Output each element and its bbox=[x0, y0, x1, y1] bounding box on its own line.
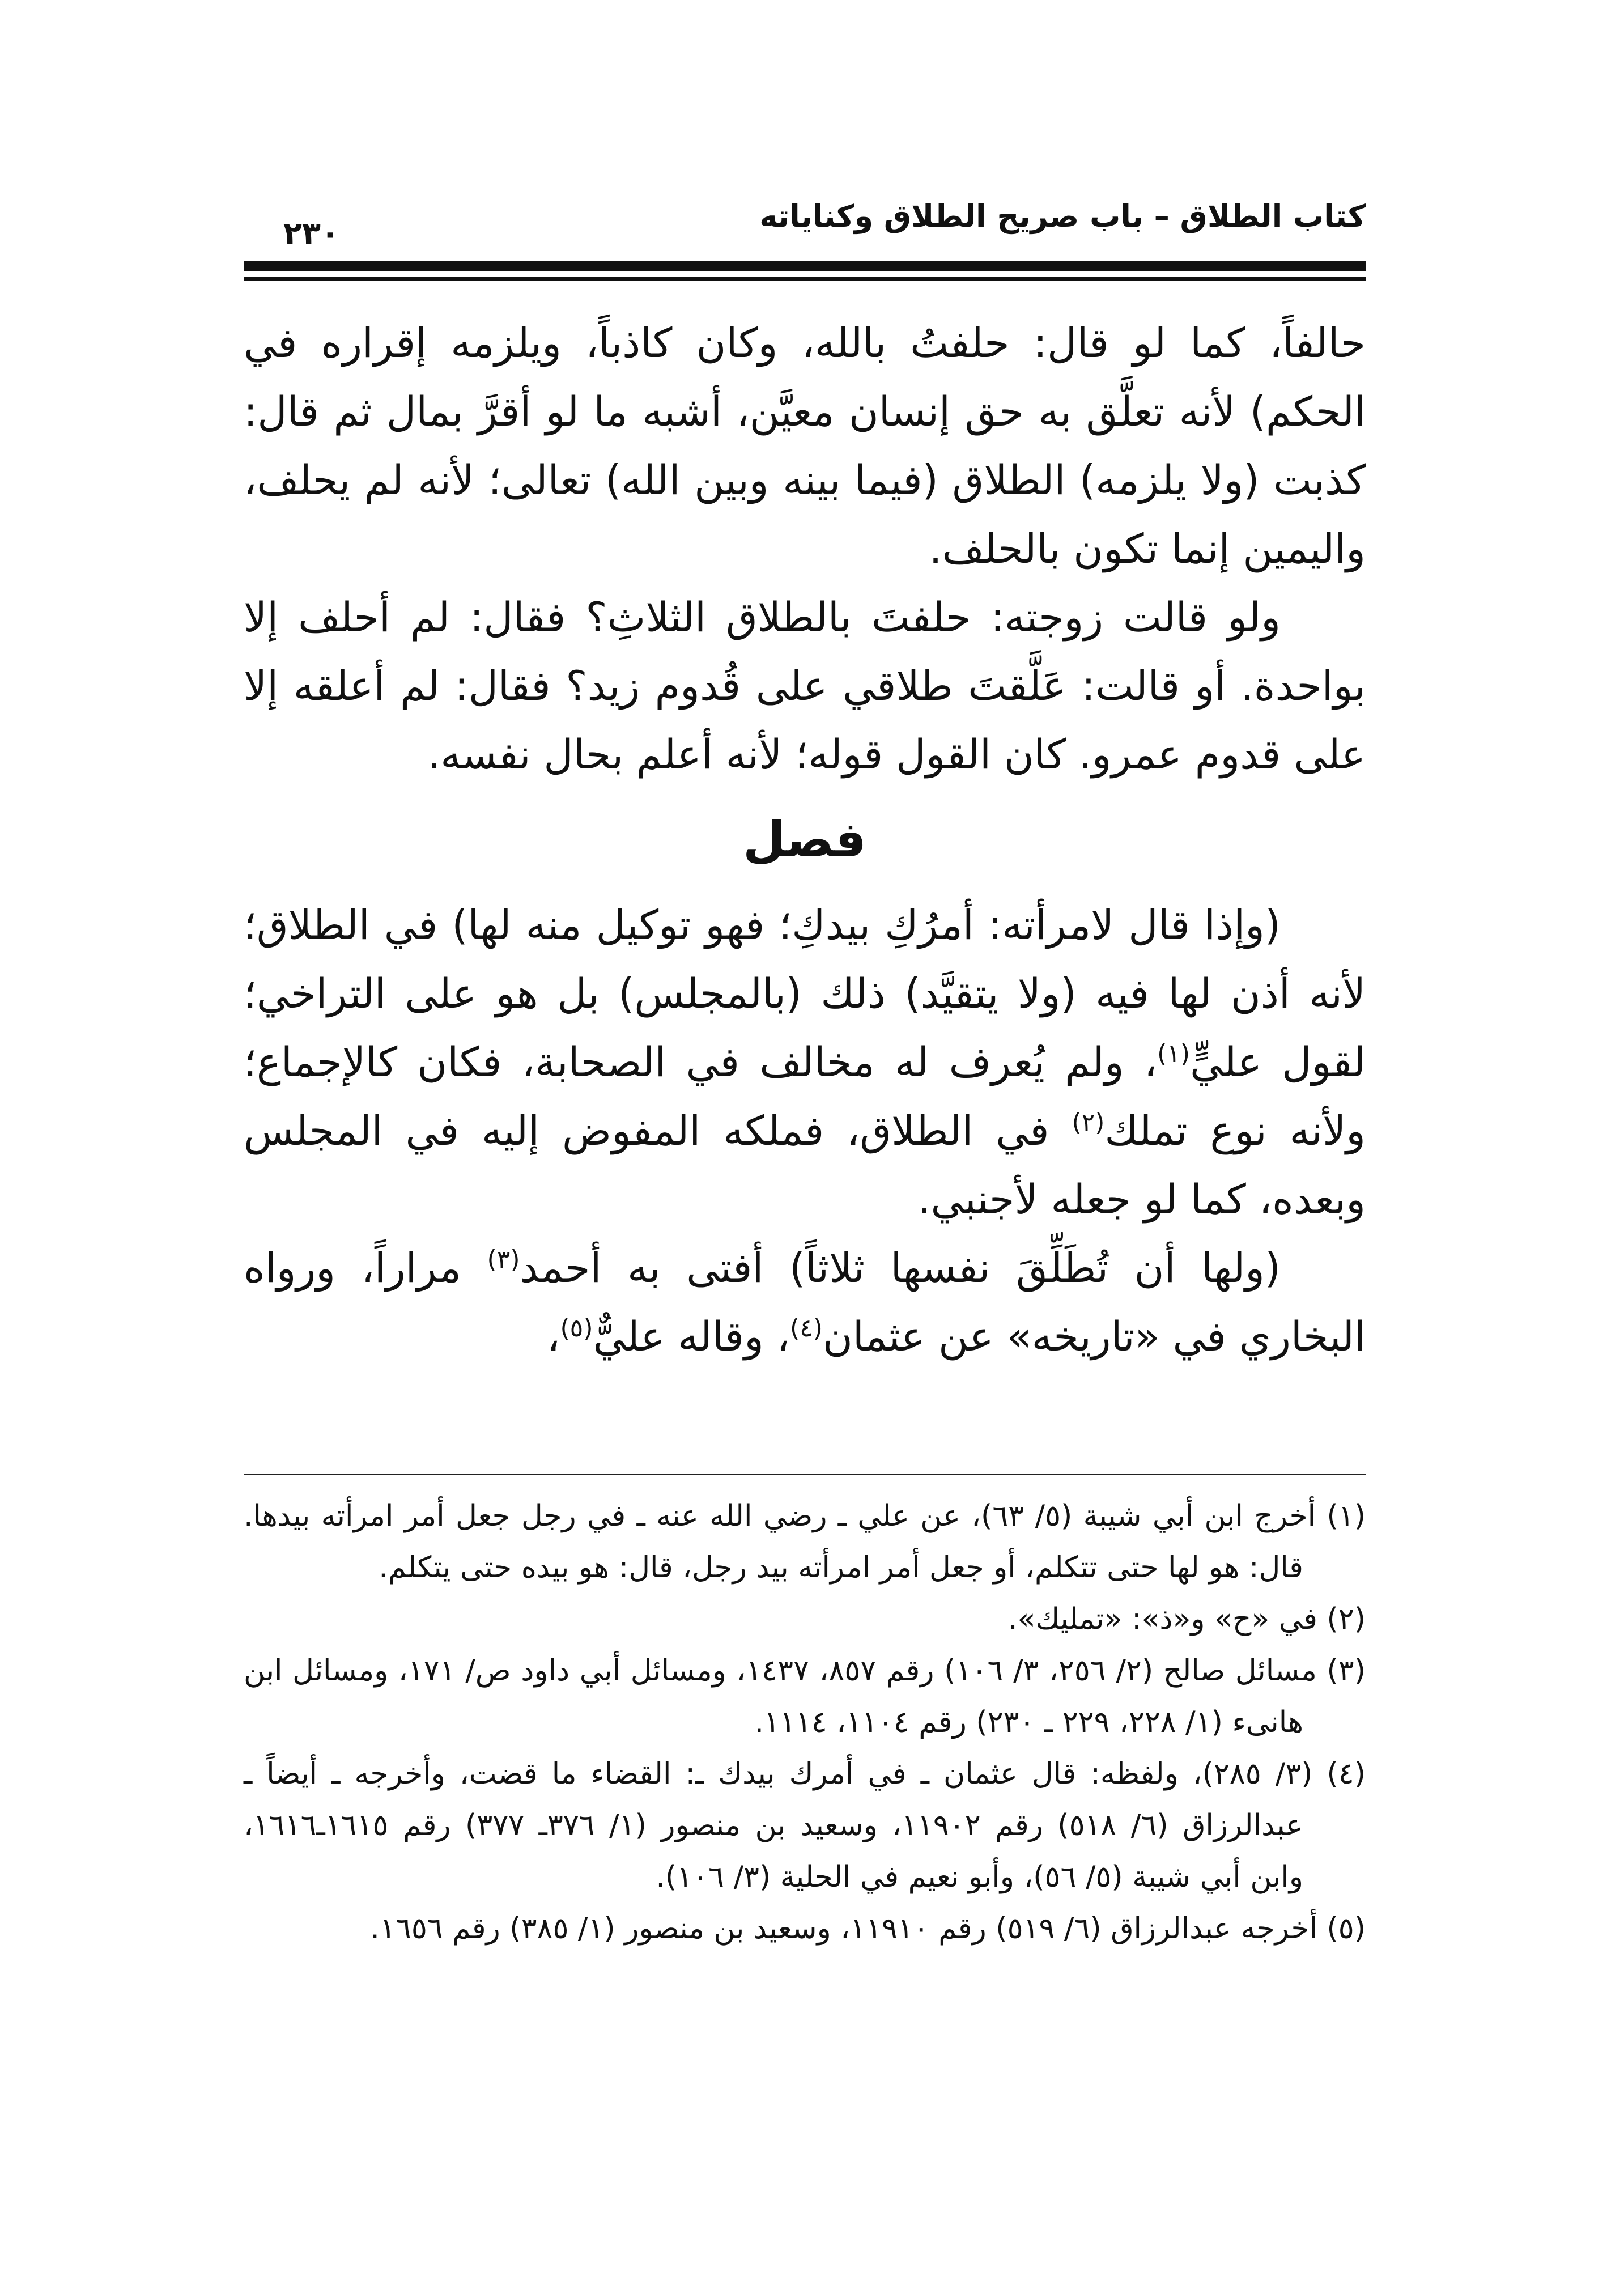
header-rule-thin bbox=[244, 277, 1366, 281]
footnote-ref: (٤) bbox=[789, 1314, 823, 1343]
paragraph: ولو قالت زوجته: حلفتَ بالطلاق الثلاثِ؟ فقال: لم أحلف إلا بواحدة. أو قالت: عَلَّقتَ طلاقي على قُدوم زيد؟ فقال: لم أعلقه إلا على قدوم عمرو. كان القول قوله؛ لأنه أعلم بحال نفسه. bbox=[244, 593, 1366, 778]
paragraph-text: في الطلاق، فملكه المفوض إليه في المجلس وبعده، كما لو جعله لأجنبي. bbox=[244, 1107, 1366, 1223]
footnote-divider bbox=[244, 1474, 1366, 1475]
page-number: ٢٣٠ bbox=[283, 215, 339, 251]
footnote: (٥) أخرجه عبدالرزاق (٦/ ٥١٩) رقم ١١٩١٠، وسعيد بن منصور (١/ ٣٨٥) رقم ١٦٥٦. bbox=[370, 1912, 1366, 1946]
footnote: (١) أخرج ابن أبي شيبة (٥/ ٦٣)، عن علي ـ رضي الله عنه ـ في رجل جعل أمر امرأته بيدها. قال: هو لها حتى تتكلم، أو جعل أمر امرأته بيد رجل، قال: هو بيده حتى يتكلم. bbox=[244, 1499, 1366, 1585]
header-rule-thick bbox=[244, 261, 1366, 271]
page-header bbox=[244, 193, 1366, 255]
paragraph bbox=[244, 891, 1366, 1234]
main-text bbox=[244, 309, 1366, 1371]
footnote: (٣) مسائل صالح (٢/ ٢٥٦، ٣/ ١٠٦) رقم ٨٥٧، ١٤٣٧، ومسائل أبي داود ص/ ١٧١، ومسائل ابن هانىء (١/ ٢٢٨، ٢٢٩ ـ ٢٣٠) رقم ١١٠٤، ١١١٤. bbox=[244, 1654, 1366, 1739]
paragraph: حالفاً، كما لو قال: حلفتُ بالله، وكان كاذباً، ويلزمه إقراره في الحكم) لأنه تعلَّق به حق إنسان معيَّن، أشبه ما لو أقرَّ بمال ثم قال: كذبت (ولا يلزمه) الطلاق (فيما بينه وبين الله) تعالى؛ لأنه لم يحلف، واليمين إنما تكون بالحلف. bbox=[244, 319, 1366, 572]
paragraph-text: مراراً، ورواه البخاري في «تاريخه» عن عثمان bbox=[244, 1244, 1366, 1360]
running-title: كتاب الطلاق – باب صريح الطلاق وكناياته bbox=[759, 198, 1366, 234]
footnote: (٢) في «ح» و«ذ»: «تمليك». bbox=[1008, 1602, 1366, 1636]
footnotes bbox=[244, 1491, 1366, 1955]
footnote-ref: (٥) bbox=[560, 1314, 593, 1343]
footnote: (٤) (٣/ ٢٨٥)، ولفظه: قال عثمان ـ في أمرك بيدك ـ: القضاء ما قضت، وأخرجه ـ أيضاً ـ عبدالرزاق (٦/ ٥١٨) رقم ١١٩٠٢، وسعيد بن منصور (١/ ٣٧٦ـ ٣٧٧) رقم ١٦١٥ـ١٦١٦، وابن أبي شيبة (٥/ ٥٦)، وأبو نعيم في الحلية (٣/ ١٠٦). bbox=[244, 1757, 1366, 1894]
paragraph-text: ، ولم يُعرف له مخالف في الصحابة، فكان كالإجماع؛ ولأنه نوع تملك bbox=[244, 1038, 1366, 1154]
paragraph-text: (وإذا قال لامرأته: أمرُكِ بيدكِ؛ فهو توكيل منه لها) في الطلاق؛ لأنه أذن لها فيه (ولا يتقيَّد) ذلك (بالمجلس) بل هو على التراخي؛ لقول عليٍّ bbox=[244, 901, 1366, 1086]
footnote-ref: (١) bbox=[1157, 1039, 1191, 1068]
footnote-ref: (٣) bbox=[487, 1245, 520, 1274]
paragraph-text: ، bbox=[547, 1313, 560, 1360]
paragraph-text: (ولها أن تُطَلِّقَ نفسها ثلاثاً) أفتى به أحمد bbox=[520, 1244, 1281, 1292]
paragraph bbox=[244, 1234, 1366, 1371]
footnote-ref: (٢) bbox=[1072, 1108, 1105, 1137]
paragraph-text: ، وقاله عليٌّ bbox=[593, 1313, 790, 1360]
section-heading: فصل bbox=[743, 812, 866, 868]
